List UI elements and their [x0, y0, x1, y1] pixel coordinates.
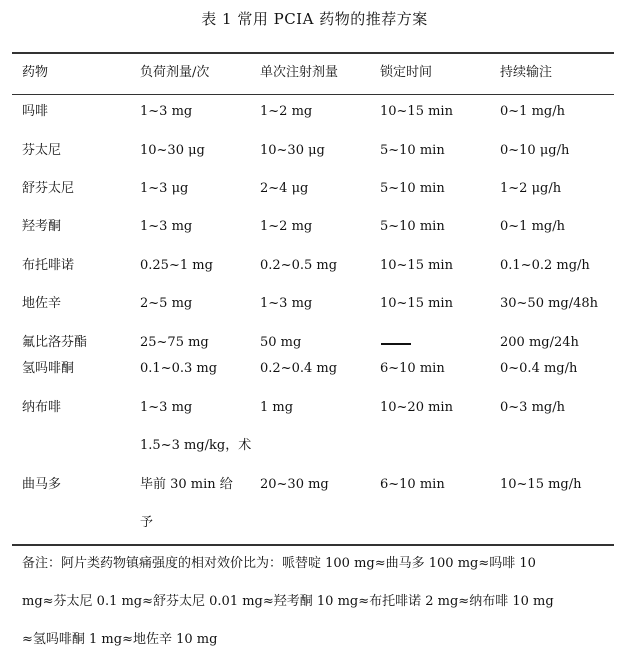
drug-name: 舒芬太尼 [22, 181, 75, 196]
lockout-time: 10~15 min [380, 104, 453, 119]
loading-dose: 2~5 mg [140, 296, 193, 311]
header-lockout: 锁定时间 [380, 65, 433, 80]
loading-dose: 0.1~0.3 mg [140, 361, 218, 376]
drug-name: 氢吗啡酮 [22, 361, 75, 376]
footnote-line: ≈氢吗啡酮 1 mg≈地佐辛 10 mg [22, 632, 218, 647]
continuous-infusion: 0~10 μg/h [500, 143, 570, 158]
header-drug: 药物 [22, 65, 49, 80]
single-dose: 1 mg [260, 400, 294, 415]
lockout-time: 6~10 min [380, 361, 445, 376]
loading-dose: 1~3 mg [140, 104, 193, 119]
continuous-infusion: 0~1 mg/h [500, 219, 565, 234]
single-dose: 50 mg [260, 335, 302, 350]
continuous-infusion: 0~3 mg/h [500, 400, 565, 415]
drug-name: 布托啡诺 [22, 258, 75, 273]
loading-dose: 25~75 mg [140, 335, 209, 350]
single-dose: 1~2 mg [260, 104, 313, 119]
drug-name: 曲马多 [22, 477, 62, 492]
single-dose: 0.2~0.5 mg [260, 258, 338, 273]
drug-name: 吗啡 [22, 104, 49, 119]
loading-dose-line: 予 [140, 515, 154, 530]
single-dose: 2~4 μg [260, 181, 309, 196]
loading-dose-line: 毕前 30 min 给 [140, 477, 233, 492]
drug-name: 氟比洛芬酯 [22, 335, 88, 350]
footnote-line: 备注：阿片类药物镇痛强度的相对效价比为：哌替啶 100 mg≈曲马多 100 mg≈吗啡 10 [22, 556, 536, 571]
continuous-infusion: 0.1~0.2 mg/h [500, 258, 590, 273]
continuous-infusion: 30~50 mg/48h [500, 296, 599, 311]
single-dose: 10~30 μg [260, 143, 325, 158]
continuous-infusion: 200 mg/24h [500, 335, 579, 350]
continuous-infusion: 0~1 mg/h [500, 104, 565, 119]
table-title: 表 1 常用 PCIA 药物的推荐方案 [201, 10, 428, 28]
lockout-time: 5~10 min [380, 219, 445, 234]
continuous-infusion: 0~0.4 mg/h [500, 361, 578, 376]
drug-name: 纳布啡 [22, 400, 62, 415]
top-rule [12, 52, 614, 54]
header-infusion: 持续输注 [500, 65, 553, 80]
drug-name: 羟考酮 [22, 219, 62, 234]
loading-dose: 0.25~1 mg [140, 258, 213, 273]
drug-name: 芬太尼 [22, 143, 62, 158]
header-rule [12, 94, 614, 95]
header-single-dose: 单次注射剂量 [260, 65, 339, 80]
empty-cell-dash [381, 343, 411, 345]
single-dose: 1~2 mg [260, 219, 313, 234]
single-dose: 20~30 mg [260, 477, 329, 492]
continuous-infusion: 10~15 mg/h [500, 477, 582, 492]
lockout-time: 10~20 min [380, 400, 453, 415]
loading-dose: 1~3 mg [140, 219, 193, 234]
continuous-infusion: 1~2 μg/h [500, 181, 562, 196]
drug-name: 地佐辛 [22, 296, 62, 311]
lockout-time: 10~15 min [380, 258, 453, 273]
single-dose: 1~3 mg [260, 296, 313, 311]
loading-dose: 1~3 mg [140, 400, 193, 415]
lockout-time: 6~10 min [380, 477, 445, 492]
lockout-time: 10~15 min [380, 296, 453, 311]
lockout-time: 5~10 min [380, 143, 445, 158]
loading-dose: 1~3 μg [140, 181, 189, 196]
lockout-time: 5~10 min [380, 181, 445, 196]
bottom-rule [12, 544, 614, 546]
loading-dose-line: 1.5~3 mg/kg，术 [140, 438, 252, 453]
single-dose: 0.2~0.4 mg [260, 361, 338, 376]
header-loading-dose: 负荷剂量/次 [140, 65, 210, 80]
loading-dose: 10~30 μg [140, 143, 205, 158]
footnote-line: mg≈芬太尼 0.1 mg≈舒芬太尼 0.01 mg≈羟考酮 10 mg≈布托啡诺 2 mg≈纳布啡 10 mg [22, 594, 554, 609]
